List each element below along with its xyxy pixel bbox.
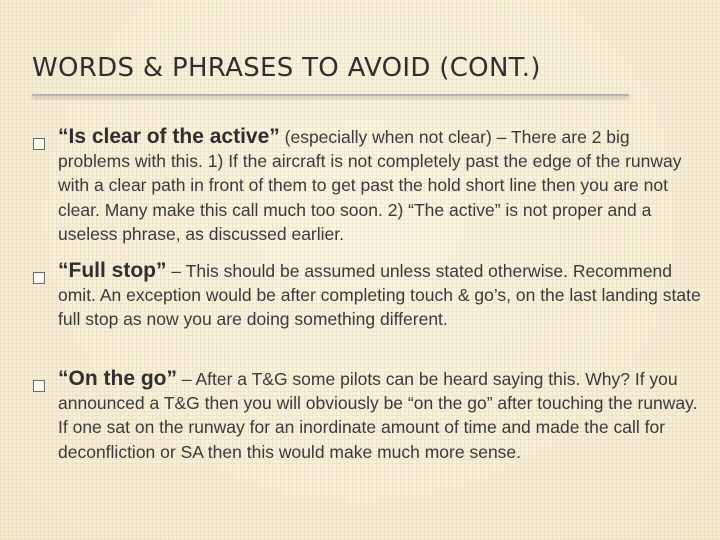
- bullet-lead: – This should be assumed unless stated otherwise.: [166, 261, 568, 281]
- bullet-lead: (especially when not clear) – There are 2: [279, 127, 602, 147]
- bullet-heading: “On the go”: [58, 367, 177, 390]
- bullet-body: Why? If you announced a T&G then you will obviously be “on the go” after touching the runway. If one sat on the runway for an inordinate amount of time and made the call for deconfliction or SA then this would make much more sense.: [58, 369, 698, 462]
- bullet-body: Recommend omit. An exception would be after completing touch & go’s, on the last landing state full stop as now you are doing something different.: [58, 261, 701, 330]
- square-bullet-icon: [33, 272, 45, 284]
- bullet-heading: “Full stop”: [58, 259, 167, 282]
- bullet-lead: – After a T&G some pilots can be heard saying this.: [177, 369, 581, 389]
- square-bullet-icon: [33, 380, 45, 392]
- square-bullet-icon: [33, 138, 45, 150]
- title-divider: [32, 94, 629, 96]
- bullet-body: big problems with this. 1) If the aircraft is not completely past the edge of the runway with a clear path in front of them to get past the hold short line then you are not clear. Many make this call much too soon. 2) “The active” is not proper and a useless phrase, as discussed earlier.: [58, 127, 682, 244]
- slide-title: WORDS & PHRASES TO AVOID (CONT.): [32, 53, 541, 83]
- bullet-text: [58, 125, 703, 246]
- bullet-heading: “Is clear of the active”: [58, 125, 280, 148]
- bullet-text: [58, 259, 703, 332]
- bullet-text: [58, 367, 703, 464]
